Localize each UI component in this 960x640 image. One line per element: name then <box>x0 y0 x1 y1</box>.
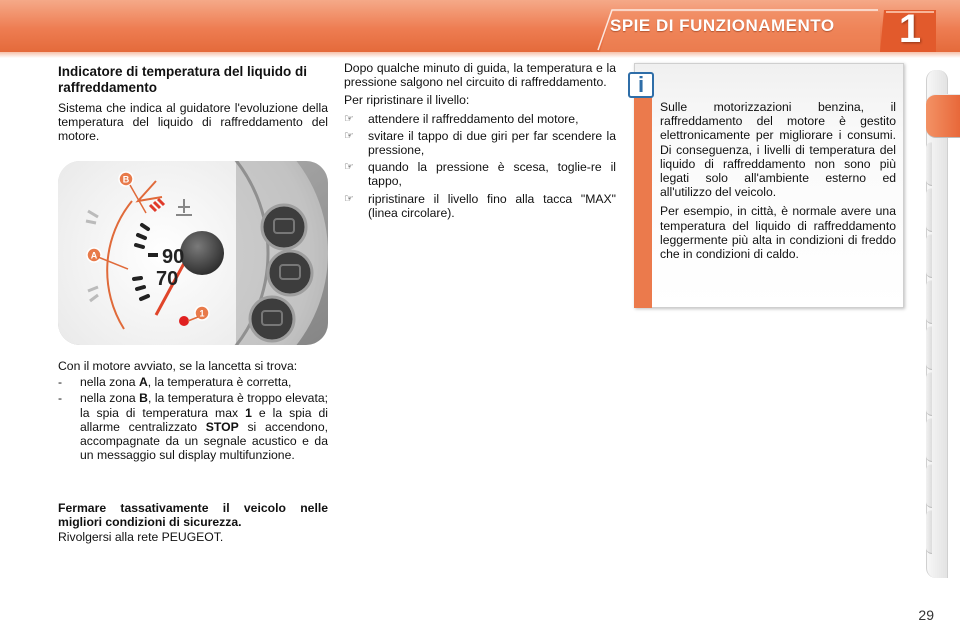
list-text: , la temperatura è corretta, <box>147 375 292 390</box>
list-item <box>344 192 616 220</box>
info-box-stripe <box>634 90 652 308</box>
marker-b-label: B <box>122 174 130 185</box>
info-box-text <box>660 100 896 266</box>
chapter-tabs <box>926 66 960 578</box>
chapter-tab-1[interactable] <box>926 94 960 138</box>
chapter-tab-2[interactable] <box>926 142 932 186</box>
pointing-hand-icon: ☞ <box>344 192 354 205</box>
section-title: Indicatore di temperatura del liquido di raffreddamento <box>58 64 308 95</box>
list-item-zone-b <box>58 391 328 462</box>
refill-procedure <box>344 61 616 220</box>
temperature-gauge-illustration <box>58 161 328 345</box>
pointing-hand-icon: ☞ <box>344 161 354 174</box>
page-title: SPIE DI FUNZIONAMENTO <box>610 16 835 35</box>
stop-label: STOP <box>205 419 239 434</box>
procedure-intro: Dopo qualche minuto di guida, la temperatura e la pressione salgono nel circuito di raffreddamento. <box>344 61 616 90</box>
chapter-number: 1 <box>898 7 922 51</box>
warning-light-number: 1 <box>245 405 252 420</box>
section-intro: Sistema che indica al guidatore l'evoluzione della temperatura del liquido di raffreddamento del motore. <box>58 101 328 144</box>
list-text: , la temperatura è troppo elevata; la spia di temperatura max <box>80 391 328 420</box>
chapter-tab-9[interactable] <box>926 464 932 508</box>
list-dash: - <box>58 375 63 390</box>
dealer-note: Rivolgersi alla rete PEUGEOT. <box>58 530 224 544</box>
list-text: nella zona <box>80 375 139 390</box>
step-text: svitare il tappo di due giri per far scendere la pressione, <box>368 128 616 158</box>
zone-label: B <box>139 391 148 406</box>
step-text: quando la pressione è scesa, toglie-re il tappo, <box>368 160 616 189</box>
safety-warning: Fermare tassativamente il veicolo nelle migliori condizioni di sicurezza. <box>58 501 328 530</box>
chapter-tab-3[interactable] <box>926 188 932 232</box>
chapter-tab-6[interactable] <box>926 326 932 370</box>
list-item <box>344 129 616 157</box>
info-paragraph: Sulle motorizzazioni benzina, il raffreddamento del motore è gestito elettronicamente per migliorare i consumi. Di conseguenza, i livelli di temperatura del liquido di raffreddamento non sono più legati solo all'ambiente esterno ed all'utilizzo del veicolo. <box>660 100 896 200</box>
chapter-tab-5[interactable] <box>926 280 932 324</box>
page-number: 29 <box>918 607 934 623</box>
zone-label: A <box>138 375 148 390</box>
marker-1-label: 1 <box>199 308 205 319</box>
procedure-lead: Per ripristinare il livello: <box>344 93 470 108</box>
pointing-hand-icon: ☞ <box>344 112 354 125</box>
gauge-lead: Con il motore avviato, se la lancetta si trova: <box>58 359 298 373</box>
info-paragraph: Per esempio, in città, è normale avere una temperatura del liquido di raffreddamento leggermente più alta in condizioni di freddo che in condizioni di caldo. <box>660 204 896 262</box>
info-icon: i <box>628 72 654 98</box>
chapter-tab-10[interactable] <box>926 510 932 554</box>
gauge-explanation <box>58 359 328 462</box>
list-text: si accendono, accompagnate da un segnale acustico e da un messaggio sul display multifunzione. <box>80 419 328 463</box>
chapter-tab-8[interactable] <box>926 418 932 462</box>
list-dash: - <box>58 391 63 406</box>
header-shadow <box>0 52 960 58</box>
list-item <box>344 112 616 126</box>
chapter-tab-4[interactable] <box>926 234 932 278</box>
step-text: ripristinare il livello fino alla tacca "MAX" (linea circolare). <box>368 191 616 220</box>
scale-90-label: 90 <box>162 246 185 268</box>
chapter-tab-7[interactable] <box>926 372 932 416</box>
list-item-zone-a <box>58 375 328 389</box>
list-text: nella zona <box>80 391 140 406</box>
scale-70-label: 70 <box>156 268 179 290</box>
marker-a-label: A <box>90 250 98 261</box>
list-text: e la spia di allarme centralizzato <box>80 405 328 434</box>
step-text: attendere il raffreddamento del motore, <box>368 111 579 126</box>
pointing-hand-icon: ☞ <box>344 129 354 142</box>
list-item <box>344 160 616 188</box>
